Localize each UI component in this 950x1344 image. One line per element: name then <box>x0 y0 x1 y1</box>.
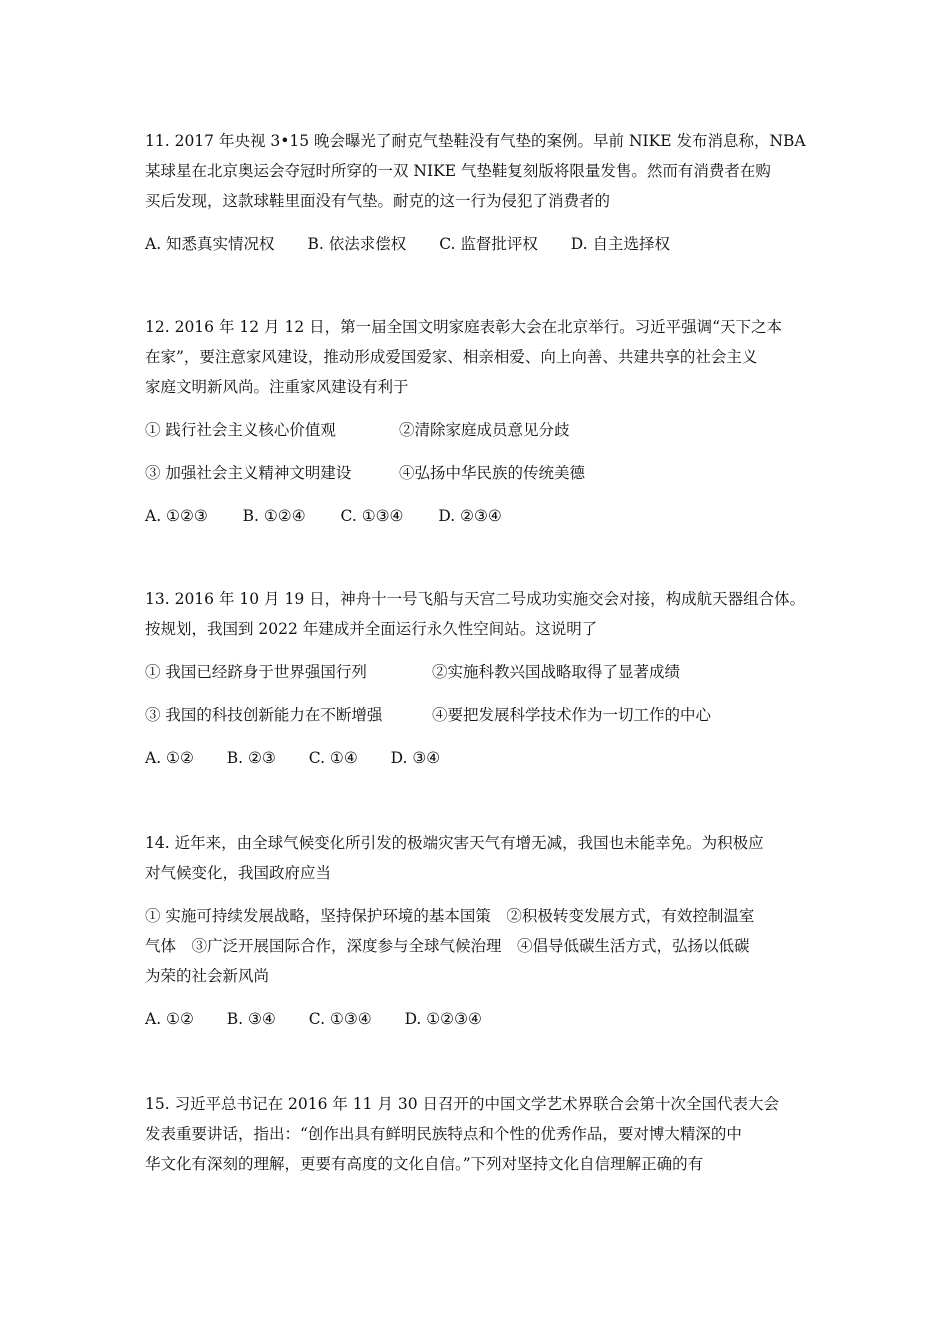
option-row <box>145 700 813 730</box>
answer-choices <box>145 743 813 773</box>
stem-line: 14. 近年来，由全球气候变化所引发的极端灾害天气有增无减，我国也未能幸免。为积极应 <box>145 834 764 852</box>
option-3: ③ 加强社会主义精神文明建设 <box>145 464 352 482</box>
stem-line: 华文化有深刻的理解，更要有高度的文化自信。”下列对坚持文化自信理解正确的有 <box>145 1155 704 1173</box>
stem-line: 12. 2016 年 12 月 12 日，第一届全国文明家庭表彰大会在北京举行。习近平强调“天下之本 <box>145 318 783 336</box>
stem-line: 11. 2017 年央视 3•15 晚会曝光了耐克气垫鞋没有气垫的案例。早前 NIKE 发布消息称，NBA <box>145 132 806 150</box>
stem-line: 家庭文明新风尚。注重家风建设有利于 <box>145 378 409 396</box>
choice-a: A. ①②③ <box>145 507 208 525</box>
option-row <box>145 657 813 687</box>
choice-b: B. 依法求偿权 <box>307 235 407 253</box>
stem-line: 按规划，我国到 2022 年建成并全面运行永久性空间站。这说明了 <box>145 620 598 638</box>
question-stem <box>145 584 813 644</box>
answer-choices <box>145 229 813 259</box>
question-15 <box>145 1089 813 1179</box>
question-stem <box>145 828 813 888</box>
option-line: ① 实施可持续发展战略，坚持保护环境的基本国策 ②积极转变发展方式，有效控制温室 <box>145 907 755 925</box>
stem-line: 在家”，要注意家风建设，推动形成爱国爱家、相亲相爱、向上向善、共建共享的社会主义 <box>145 348 758 366</box>
option-1: ① 我国已经跻身于世界强国行列 <box>145 663 367 681</box>
option-line: 为荣的社会新风尚 <box>145 967 270 985</box>
option-2: ②实施科教兴国战略取得了显著成绩 <box>432 663 681 681</box>
stem-line: 15. 习近平总书记在 2016 年 11 月 30 日召开的中国文学艺术界联合会第十次全国代表大会 <box>145 1095 780 1113</box>
stem-line: 买后发现，这款球鞋里面没有气垫。耐克的这一行为侵犯了消费者的 <box>145 192 611 210</box>
choice-b: B. ①②④ <box>242 507 306 525</box>
answer-choices <box>145 1004 813 1034</box>
option-row <box>145 458 813 488</box>
choice-c: C. ①③④ <box>308 1010 372 1028</box>
choice-c: C. ①④ <box>308 749 358 767</box>
option-3: ③ 我国的科技创新能力在不断增强 <box>145 706 383 724</box>
question-stem <box>145 126 813 216</box>
choice-d: D. 自主选择权 <box>570 235 671 253</box>
option-4: ④要把发展科学技术作为一切工作的中心 <box>432 706 712 724</box>
stem-line: 发表重要讲话，指出：“创作出具有鲜明民族特点和个性的优秀作品，要对博大精深的中 <box>145 1125 742 1143</box>
choice-d: D. ①②③④ <box>404 1010 482 1028</box>
option-2: ②清除家庭成员意见分歧 <box>399 421 570 439</box>
question-options <box>145 901 813 991</box>
option-4: ④弘扬中华民族的传统美德 <box>399 464 586 482</box>
answer-choices <box>145 501 813 531</box>
option-row <box>145 415 813 445</box>
stem-line: 某球星在北京奥运会夺冠时所穿的一双 NIKE 气垫鞋复刻版将限量发售。然而有消费者在购 <box>145 162 771 180</box>
choice-d: D. ③④ <box>390 749 441 767</box>
option-line: 气体 ③广泛开展国际合作，深度参与全球气候治理 ④倡导低碳生活方式，弘扬以低碳 <box>145 937 750 955</box>
question-12 <box>145 312 813 531</box>
stem-line: 对气候变化，我国政府应当 <box>145 864 332 882</box>
choice-a: A. 知悉真实情况权 <box>145 235 275 253</box>
choice-a: A. ①② <box>145 749 194 767</box>
question-14 <box>145 828 813 1034</box>
choice-b: B. ②③ <box>226 749 276 767</box>
choice-d: D. ②③④ <box>438 507 502 525</box>
stem-line: 13. 2016 年 10 月 19 日，神舟十一号飞船与天宫二号成功实施交会对接，构成航天器组合体。 <box>145 590 806 608</box>
option-1: ① 践行社会主义核心价值观 <box>145 421 336 439</box>
question-11 <box>145 126 813 259</box>
question-stem <box>145 1089 813 1179</box>
choice-c: C. ①③④ <box>340 507 404 525</box>
choice-b: B. ③④ <box>226 1010 276 1028</box>
question-stem <box>145 312 813 402</box>
choice-a: A. ①② <box>145 1010 194 1028</box>
choice-c: C. 监督批评权 <box>439 235 538 253</box>
question-13 <box>145 584 813 773</box>
